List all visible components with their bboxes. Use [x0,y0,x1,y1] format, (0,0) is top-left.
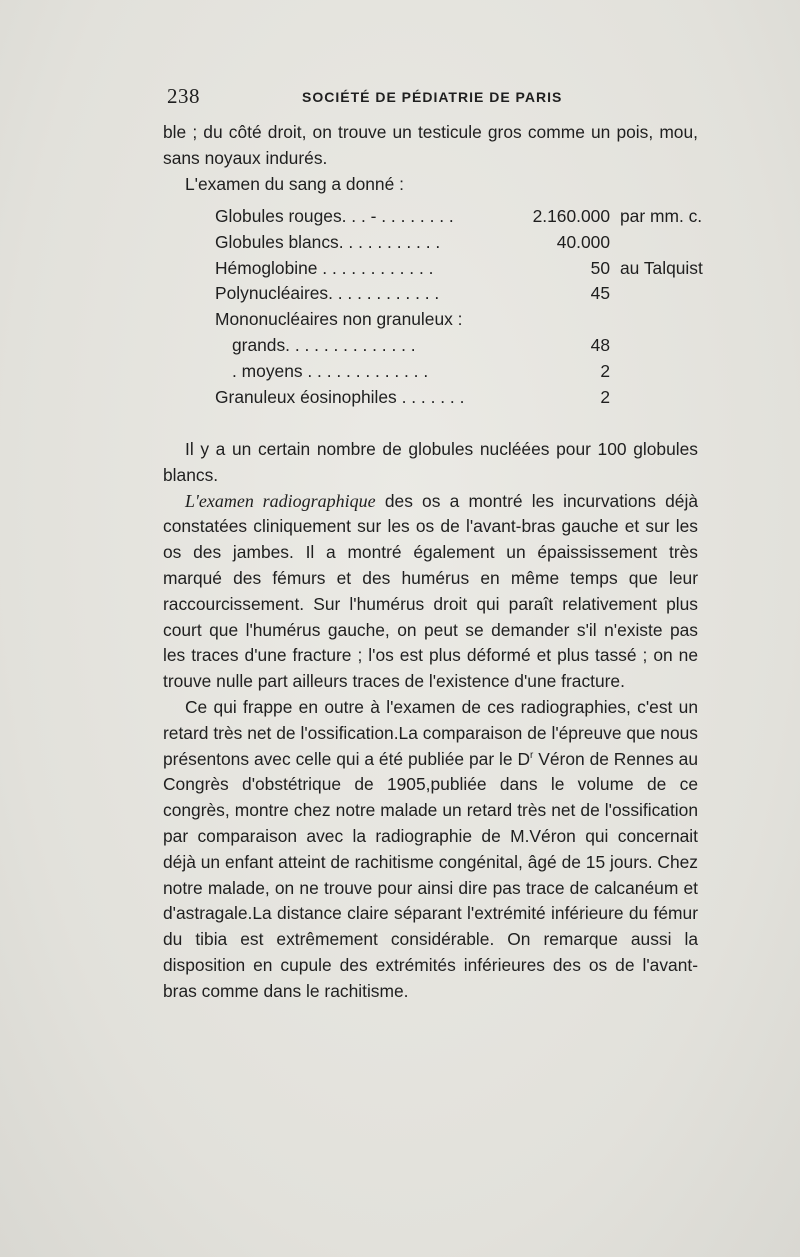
result-label: Granuleux éosinophiles . . . . . . . [215,386,465,407]
table-row [215,230,705,256]
superscript: r [530,749,534,761]
intro-paragraph: ble ; du côté droit, on trouve un testicule gros comme un pois, mou, sans noyaux indurés. [163,122,698,168]
result-value: 2 [600,386,610,407]
table-row [215,359,705,385]
result-value: 45 [590,283,610,304]
result-value: 40.000 [556,231,610,252]
paragraph-text: Ce qui frappe en outre à l'examen de ces radiographies, c'est un retard très net de l'ossification.La comparaison de l'épreuve que nous présentons avec celle qui a été publiée par le D [163,696,698,769]
table-row [215,204,705,230]
table-row [215,385,705,411]
result-label: grands. . . . . . . . . . . . . . [232,334,416,355]
result-value: 2.160.000 [532,206,610,226]
result-label: Hémoglobine . . . . . . . . . . . . [215,257,434,278]
table-row [215,333,705,359]
blood-exam-intro: L'examen du sang a donné : [185,173,404,194]
running-title: SOCIÉTÉ DE PÉDIATRIE DE PARIS [302,89,563,105]
result-label: Polynucléaires. . . . . . . . . . . . [215,283,440,304]
result-label: Globules blancs. . . . . . . . . . . [215,231,441,252]
table-row [215,281,705,307]
result-value: 2 [600,360,610,381]
table-row [215,256,705,282]
result-unit: par mm. c. [620,206,703,226]
result-label: Mononucléaires non granuleux : [215,309,463,330]
page-number: 238 [167,84,200,108]
paragraph-ossification [163,695,698,1005]
paragraph-nucleated-cells: Il y a un certain nombre de globules nucléées pour 100 globules blancs. [163,439,698,485]
italic-phrase: L'examen radiographique [185,490,376,511]
result-unit: au Talquist [620,257,703,278]
paragraph-radiography [163,489,698,695]
body-text [163,437,698,1005]
table-row [215,307,705,333]
result-value: 48 [590,334,610,355]
result-label: . moyens . . . . . . . . . . . . . [232,360,429,381]
blood-results-table [215,204,705,410]
paragraph-text: Véron de Rennes au Congrès d'obstétrique de 1905,publiée dans le volume de ce congrès, montre chez notre malade un retard très net de l'ossification par comparaison avec la radiographie de M.Véron qui concernait déjà un enfant atteint de rachitisme congénital, âgé de 15 jours. Chez notre malade, on ne trouve pour ainsi dire pas trace de calcanéum et d'astragale.La distance claire séparant l'extrémité inférieure du fémur du tibia est extrêmement considérable. On remarque aussi la disposition en cupule des extrémités inférieures des os de l'avant-bras comme dans le rachitisme. [163,748,698,1001]
intro-text [163,120,698,197]
result-value: 50 [590,257,610,278]
result-label: Globules rouges. . . - . . . . . . . . [215,206,454,226]
paragraph-text: des os a montré les incurvations déjà constatées cliniquement sur les os de l'avant-bras gauche et sur les os des jambes. Il a montré également un épaississement très marqué des fémurs et des humérus en même temps que leur raccourcissement. Sur l'humérus droit qui paraît relativement plus court que l'humérus gauche, on peut se demander s'il n'existe pas les traces d'une fracture ; l'os est plus déformé et plus tassé ; on ne trouve nulle part ailleurs traces de l'existence d'une fracture. [163,490,698,692]
